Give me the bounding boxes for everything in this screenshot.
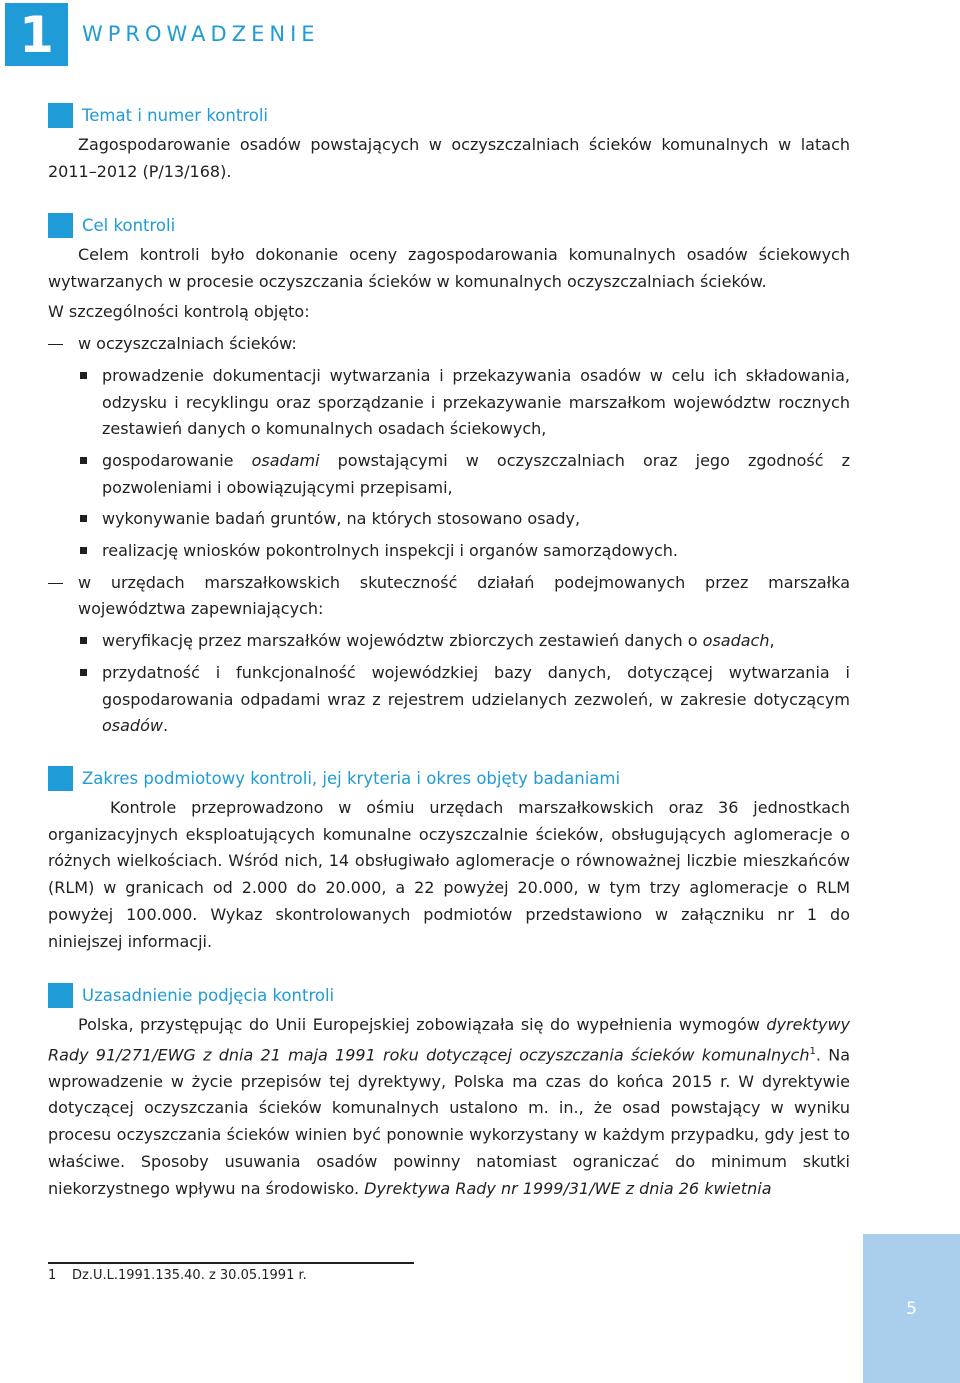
section-intro: Celem kontroli było dokonanie oceny zagospodarowania komunalnych osadów ściekowych wytwarzanych w procesie oczyszczania ścieków w komunalnych oczyszczalniach ścieków. <box>48 245 850 291</box>
section-heading <box>48 213 850 238</box>
section-uzasadnienie <box>48 983 850 1202</box>
section-temat <box>48 103 850 185</box>
list-item <box>48 363 850 443</box>
list-item-text: realizację wniosków pokontrolnych inspekcji i organów samorządowych. <box>102 541 678 561</box>
dash-item <box>48 570 850 623</box>
section-title: Temat i numer kontroli <box>82 106 268 125</box>
list-item-text: weryfikację przez marszałków województw zbiorczych zestawień danych o <box>102 631 703 651</box>
bullet-icon <box>80 669 87 676</box>
section-marker-icon <box>48 766 73 791</box>
list-item-emphasis: osadach <box>702 631 770 651</box>
section-cel <box>48 213 850 740</box>
bullet-icon <box>80 515 87 522</box>
list-item-text: powstającymi w oczyszczalniach oraz jego zgodność z pozwoleniami i obowiązującymi przepisami, <box>102 450 851 497</box>
section-marker-icon <box>48 983 73 1008</box>
list-item-text: gospodarowanie <box>102 450 252 470</box>
footnote-text: Dz.U.L.1991.135.40. z 30.05.1991 r. <box>72 1268 307 1283</box>
chapter-number: 1 <box>5 3 68 66</box>
list-item-text: wykonywanie badań gruntów, na których stosowano osady, <box>102 509 581 529</box>
list-item <box>48 660 850 740</box>
text-emphasis: Dyrektywa Rady nr 1999/31/WE z dnia 26 kwietnia <box>364 1178 772 1198</box>
section-text: Zagospodarowanie osadów powstających w oczyszczalniach ścieków komunalnych w latach 2011–2012 (P/13/168). <box>48 135 850 181</box>
section-lead: W szczególności kontrolą objęto: <box>48 302 310 322</box>
list-item <box>48 448 850 501</box>
bullet-icon <box>80 372 87 379</box>
section-title: Cel kontroli <box>82 216 176 235</box>
list-item-emphasis: osadami <box>251 450 320 470</box>
footnote-number: 1 <box>48 1268 57 1283</box>
footnote-divider <box>48 1262 414 1264</box>
dash-label: w urzędach marszałkowskich skuteczność działań podejmowanych przez marszałka województwa zapewniających: <box>78 572 850 619</box>
section-title: Uzasadnienie podjęcia kontroli <box>82 986 335 1005</box>
list-item-emphasis: osadów <box>102 716 163 736</box>
list-item <box>48 506 850 533</box>
list-item-text: przydatność i funkcjonalność wojewódzkiej bazy danych, dotyczącej wytwarzania i gospodarowania odpadami wraz z rejestrem udzielanych zezwoleń, w zakresie dotyczącym <box>102 662 850 709</box>
bullet-icon <box>80 547 87 554</box>
bullet-icon <box>80 637 87 644</box>
section-heading <box>48 983 850 1008</box>
list-item <box>48 628 850 655</box>
bullet-icon <box>80 457 87 464</box>
list-item-text: , <box>769 631 775 651</box>
text-emphasis: dyrektywy Rady 91/271/EWG z dnia 21 maja 1991 roku dotyczącej oczyszczania ścieków komunalnych <box>48 1015 850 1065</box>
text-run: . Na wprowadzenie w życie przepisów tej dyrektywy, Polska ma czas do końca 2015 r. W dyrektywie dotyczącej oczyszczania ścieków komunalnych ustalono m. in., że osad powstający w wyniku procesu oczyszczania ścieków winien być ponownie wykorzystany w każdym przypadku, gdy jest to właściwe. Sposoby usuwania osadów powinny natomiast ograniczać do minimum skutki niekorzystnego wpływu na środowisko. <box>48 1045 850 1198</box>
section-title: Zakres podmiotowy kontroli, jej kryteria i okres objęty badaniami <box>82 769 621 788</box>
page-number: 5 <box>863 1234 960 1383</box>
chapter-title: WPROWADZENIE <box>82 22 320 46</box>
list-item <box>48 538 850 565</box>
dash-icon <box>48 344 63 345</box>
footnote <box>48 1268 307 1283</box>
footnote-ref: 1 <box>809 1045 816 1057</box>
section-text: Kontrole przeprowadzono w ośmiu urzędach marszałkowskich oraz 36 jednostkach organizacyjnych eksploatujących komunalne oczyszczalnie ścieków, obsługujących aglomeracje o różnych wielkościach. Wśród nich, 14 obsługiwało aglomeracje o równoważnej liczbie mieszkańców (RLM) w granicach od 2.000 do 20.000, a 22 powyżej 20.000, w tym trzy aglomeracje o RLM powyżej 100.000. Wykaz skontrolowanych podmiotów przedstawiono w załączniku nr 1 do niniejszej informacji. <box>48 798 850 951</box>
section-marker-icon <box>48 213 73 238</box>
section-heading <box>48 103 850 128</box>
dash-label: w oczyszczalniach ścieków: <box>78 334 297 354</box>
dash-item <box>48 331 850 358</box>
bullet-list <box>48 628 850 740</box>
section-marker-icon <box>48 103 73 128</box>
text-run: Polska, przystępując do Unii Europejskiej zobowiązała się do wypełnienia wymogów <box>78 1015 767 1034</box>
bullet-list <box>48 363 850 565</box>
section-text <box>48 1012 850 1202</box>
dash-icon <box>48 583 63 584</box>
section-heading <box>48 766 850 791</box>
section-zakres <box>48 766 850 955</box>
list-item-text: . <box>162 716 169 736</box>
list-item-text: prowadzenie dokumentacji wytwarzania i przekazywania osadów w celu ich składowania, odzysku i recyklingu oraz sporządzanie i przekazywanie marszałkom województw rocznych zestawień danych o komunalnych osadach ściekowych, <box>102 365 850 439</box>
